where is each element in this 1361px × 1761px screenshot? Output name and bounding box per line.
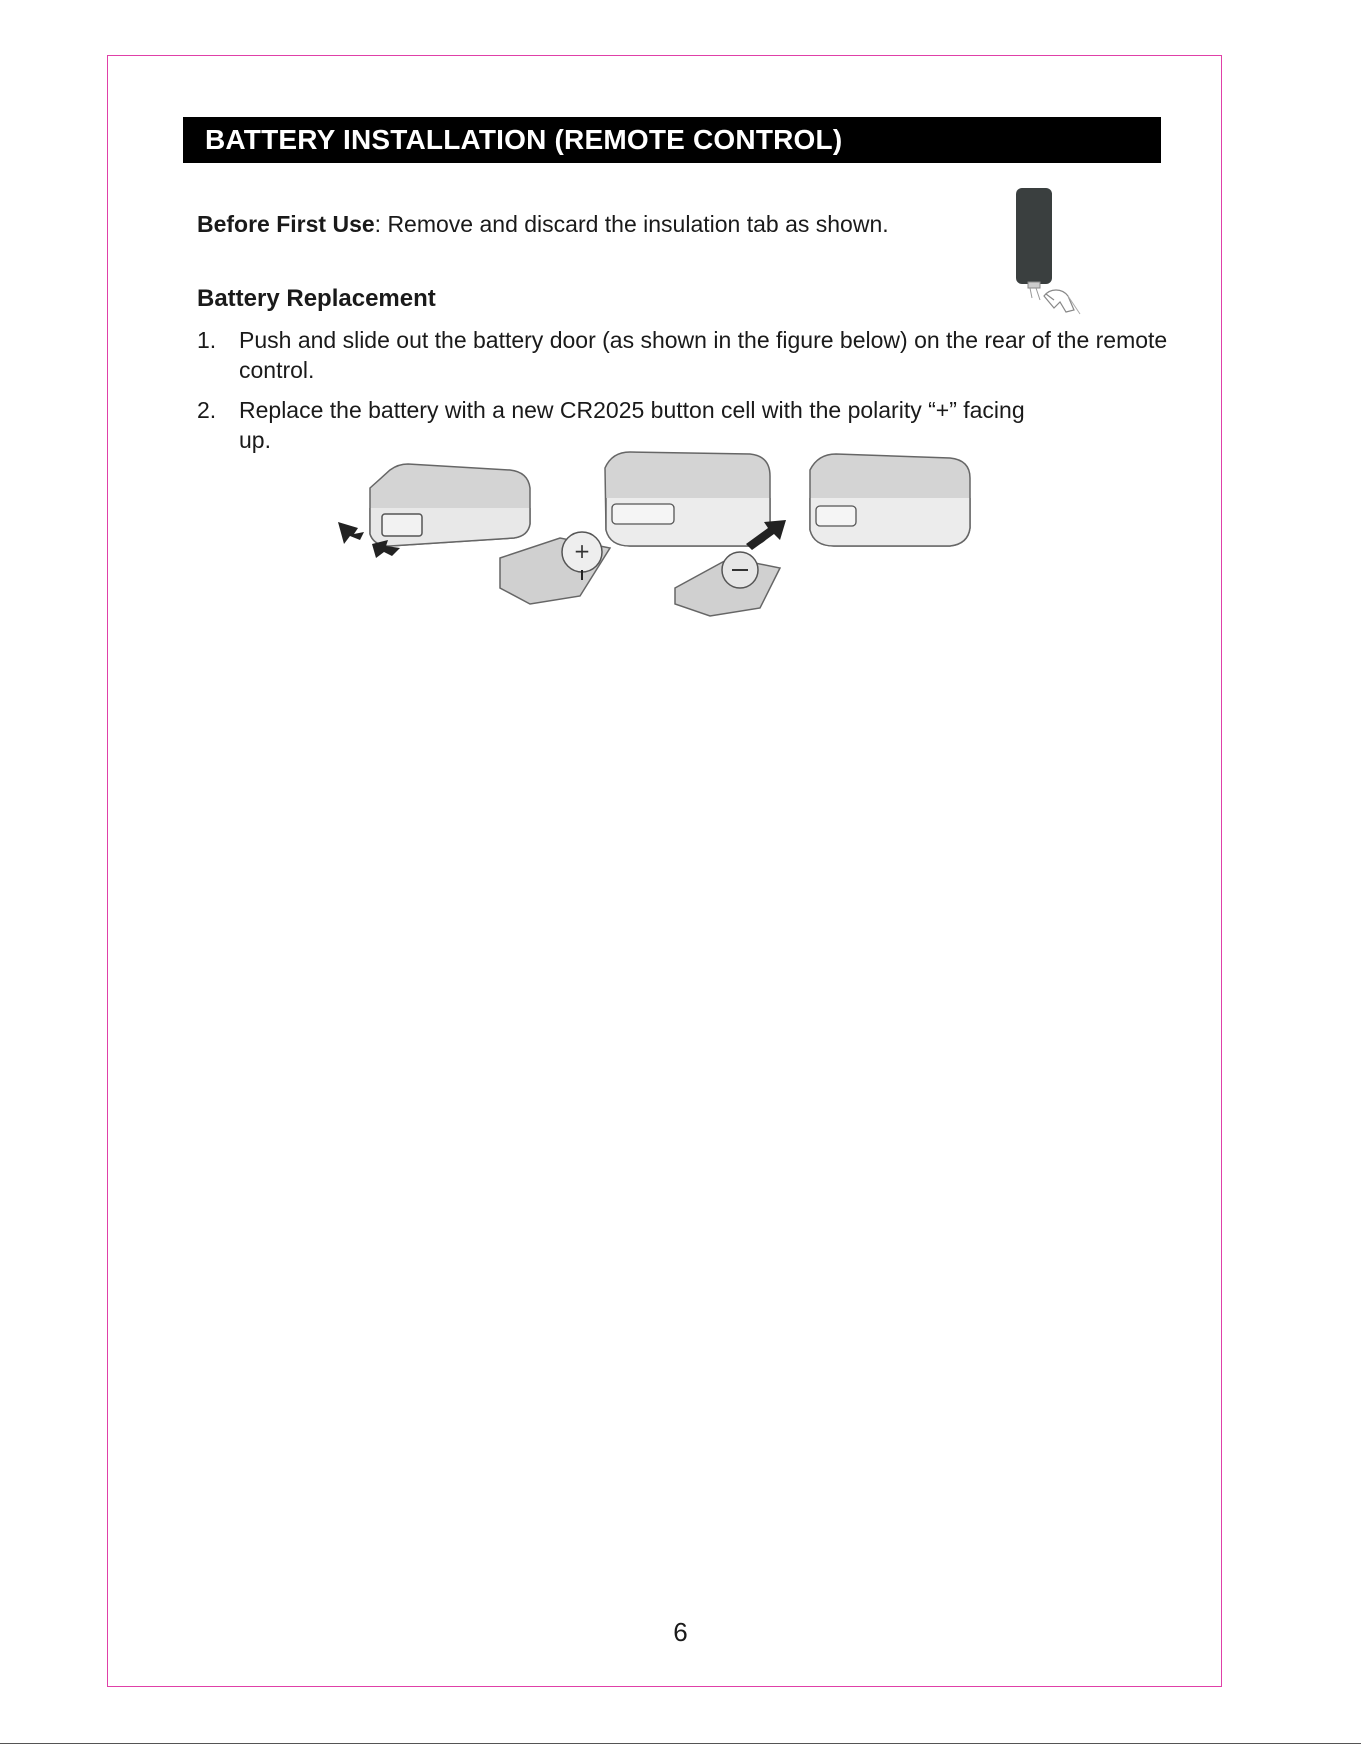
step-text: Push and slide out the battery door (as shown in the figure below) on the rear of the remote control. [239,327,1168,383]
svg-text:+: + [573,539,591,563]
before-first-use [197,209,889,239]
step-text: Replace the battery with a new CR2025 button cell with the polarity “+” facing up. [239,397,1025,453]
battery-holder-icon [500,532,610,604]
remote-control-icon [1010,188,1090,320]
battery-steps-figure [330,448,1000,618]
page-number: 6 [673,1617,688,1647]
before-first-use-label: Before First Use [197,211,375,237]
battery-replacement-heading: Battery Replacement [197,285,436,312]
step-number: 1. [197,327,217,353]
section-title: BATTERY INSTALLATION (REMOTE CONTROL) [183,117,1161,163]
battery-door-push-icon [338,464,530,558]
step-number: 2. [197,397,217,423]
bottom-rule [0,1743,1361,1744]
before-first-use-text: : Remove and discard the insulation tab as shown. [374,211,889,237]
